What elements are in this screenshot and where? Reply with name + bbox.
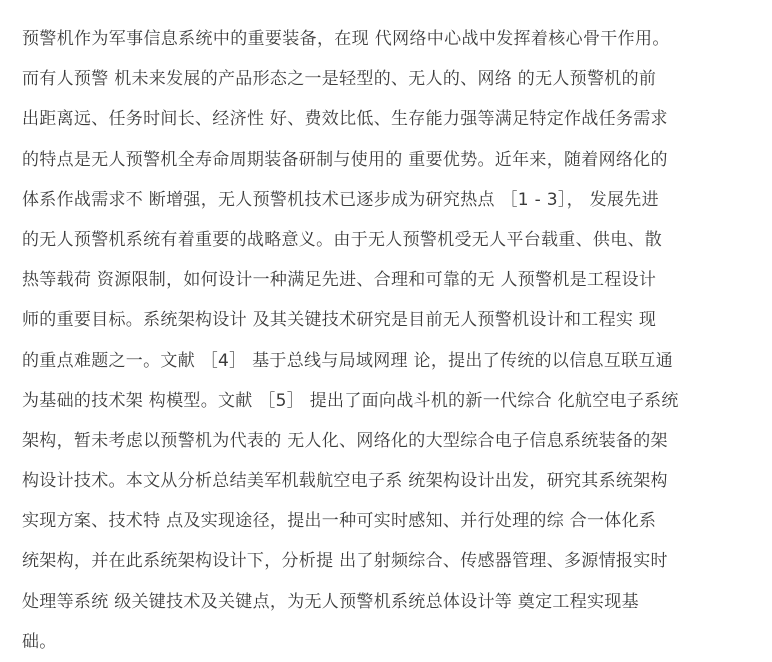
- text-line: 为基础的技术架 构模型。文献 ［5］ 提出了面向战斗机的新一代综合 化航空电子系统: [22, 390, 679, 411]
- text-line: 热等载荷 资源限制，如何设计一种满足先进、合理和可靠的无 人预警机是工程设计: [22, 270, 657, 291]
- text-line: 预警机作为军事信息系统中的重要装备，在现 代网络中心战中发挥着核心骨干作用。: [22, 29, 670, 49]
- text-line: 架构，暂未考虑以预警机为代表的 无人化、网络化的大型综合电子信息系统装备的架: [22, 430, 668, 451]
- text-line: 的无人预警机系统有着重要的战略意义。由于无人预警机受无人平台载重、供电、散: [22, 229, 663, 250]
- text-line: 而有人预警 机未来发展的产品形态之一是轻型的、无人的、网络 的无人预警机的前: [22, 69, 657, 90]
- text-line: 实现方案、技术特 点及实现途径，提出一种可实时感知、并行处理的综 合一体化系: [22, 511, 657, 532]
- text-line: 础。: [22, 631, 57, 652]
- text-line: 构设计技术。本文从分析总结美军机载航空电子系 统架构设计出发，研究其系统架构: [22, 471, 668, 492]
- text-line: 体系作战需求不 断增强，无人预警机技术已逐步成为研究热点 ［1 - 3］， 发展先进: [22, 189, 659, 210]
- text-line: 处理等系统 级关键技术及关键点，为无人预警机系统总体设计等 奠定工程实现基: [22, 591, 639, 612]
- text-line: 的重点难题之一。文献 ［4］ 基于总线与局域网理 论，提出了传统的以信息互联互通: [22, 350, 674, 371]
- text-line: 师的重要目标。系统架构设计 及其关键技术研究是目前无人预警机设计和工程实 现: [22, 310, 657, 331]
- text-line: 的特点是无人预警机全寿命周期装备研制与使用的 重要优势。近年来，随着网络化的: [22, 149, 668, 170]
- text-line: 统架构，并在此系统架构设计下，分析提 出了射频综合、传感器管理、多源情报实时: [22, 551, 668, 572]
- text-line: 出距离远、任务时间长、经济性 好、费效比低、生存能力强等满足特定作战任务需求: [22, 109, 668, 130]
